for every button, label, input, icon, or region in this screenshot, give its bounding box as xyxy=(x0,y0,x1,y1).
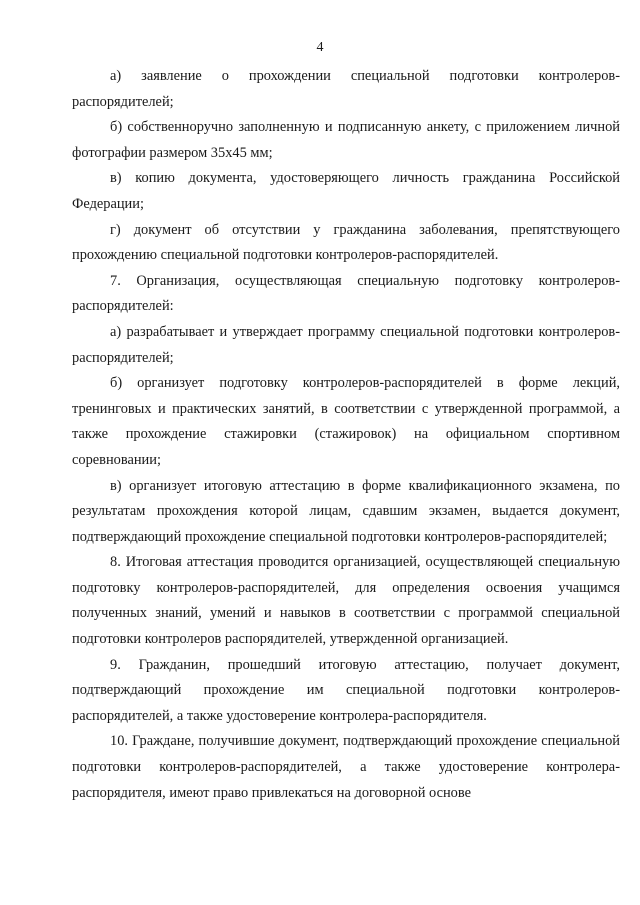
item-v-id-copy: в) копию документа, удостоверяющего личность гражданина Российской Федерации; xyxy=(72,170,620,212)
clause-7-item-b: б) организует подготовку контролеров-распорядителей в форме лекций, тренинговых и практических занятий, в соответствии с утвержденной программой, а также прохождение стажировки (стажировок) на официальном спортивном соревновании; xyxy=(72,375,620,468)
document-body xyxy=(72,64,620,806)
item-b-questionnaire: б) собственноручно заполненную и подписанную анкету, с приложением личной фотографии размером 35х45 мм; xyxy=(72,119,620,161)
item-g-medical-document: г) документ об отсутствии у гражданина заболевания, препятствующего прохождению специальной подготовки контролеров-распорядителей. xyxy=(72,221,620,264)
clause-7-intro: 7. Организация, осуществляющая специальную подготовку контролеров-распорядителей: xyxy=(72,272,620,315)
clause-10: 10. Граждане, получившие документ, подтверждающий прохождение специальной подготовки контролеров-распорядителей, а также удостоверение контролера-распорядителя, имеют право привлекаться на договорной основе xyxy=(72,733,620,801)
clause-9: 9. Гражданин, прошедший итоговую аттестацию, получает документ, подтверждающий прохождение им специальной подготовки контролеров-распорядителей, а также удостоверение контролера-распорядителя. xyxy=(72,656,620,724)
page-number: 4 xyxy=(316,40,324,55)
clause-7-item-v: в) организует итоговую аттестацию в форме квалификационного экзамена, по результатам прохождения которой лицам, сдавшим экзамен, выдается документ, подтверждающий прохождение специальной подготовки контролеров-распорядителей; xyxy=(72,477,620,545)
clause-7-item-a: а) разрабатывает и утверждает программу специальной подготовки контролеров-распорядителей; xyxy=(72,323,620,366)
clause-8: 8. Итоговая аттестация проводится организацией, осуществляющей специальную подготовку контролеров-распорядителей, для определения освоения учащимся полученных знаний, умений и навыков в соответствии с программой специальной подготовки контролеров распорядителей, утвержденной организацией. xyxy=(72,554,620,648)
item-a-application: а) заявление о прохождении специальной подготовки контролеров-распорядителей; xyxy=(72,68,620,110)
